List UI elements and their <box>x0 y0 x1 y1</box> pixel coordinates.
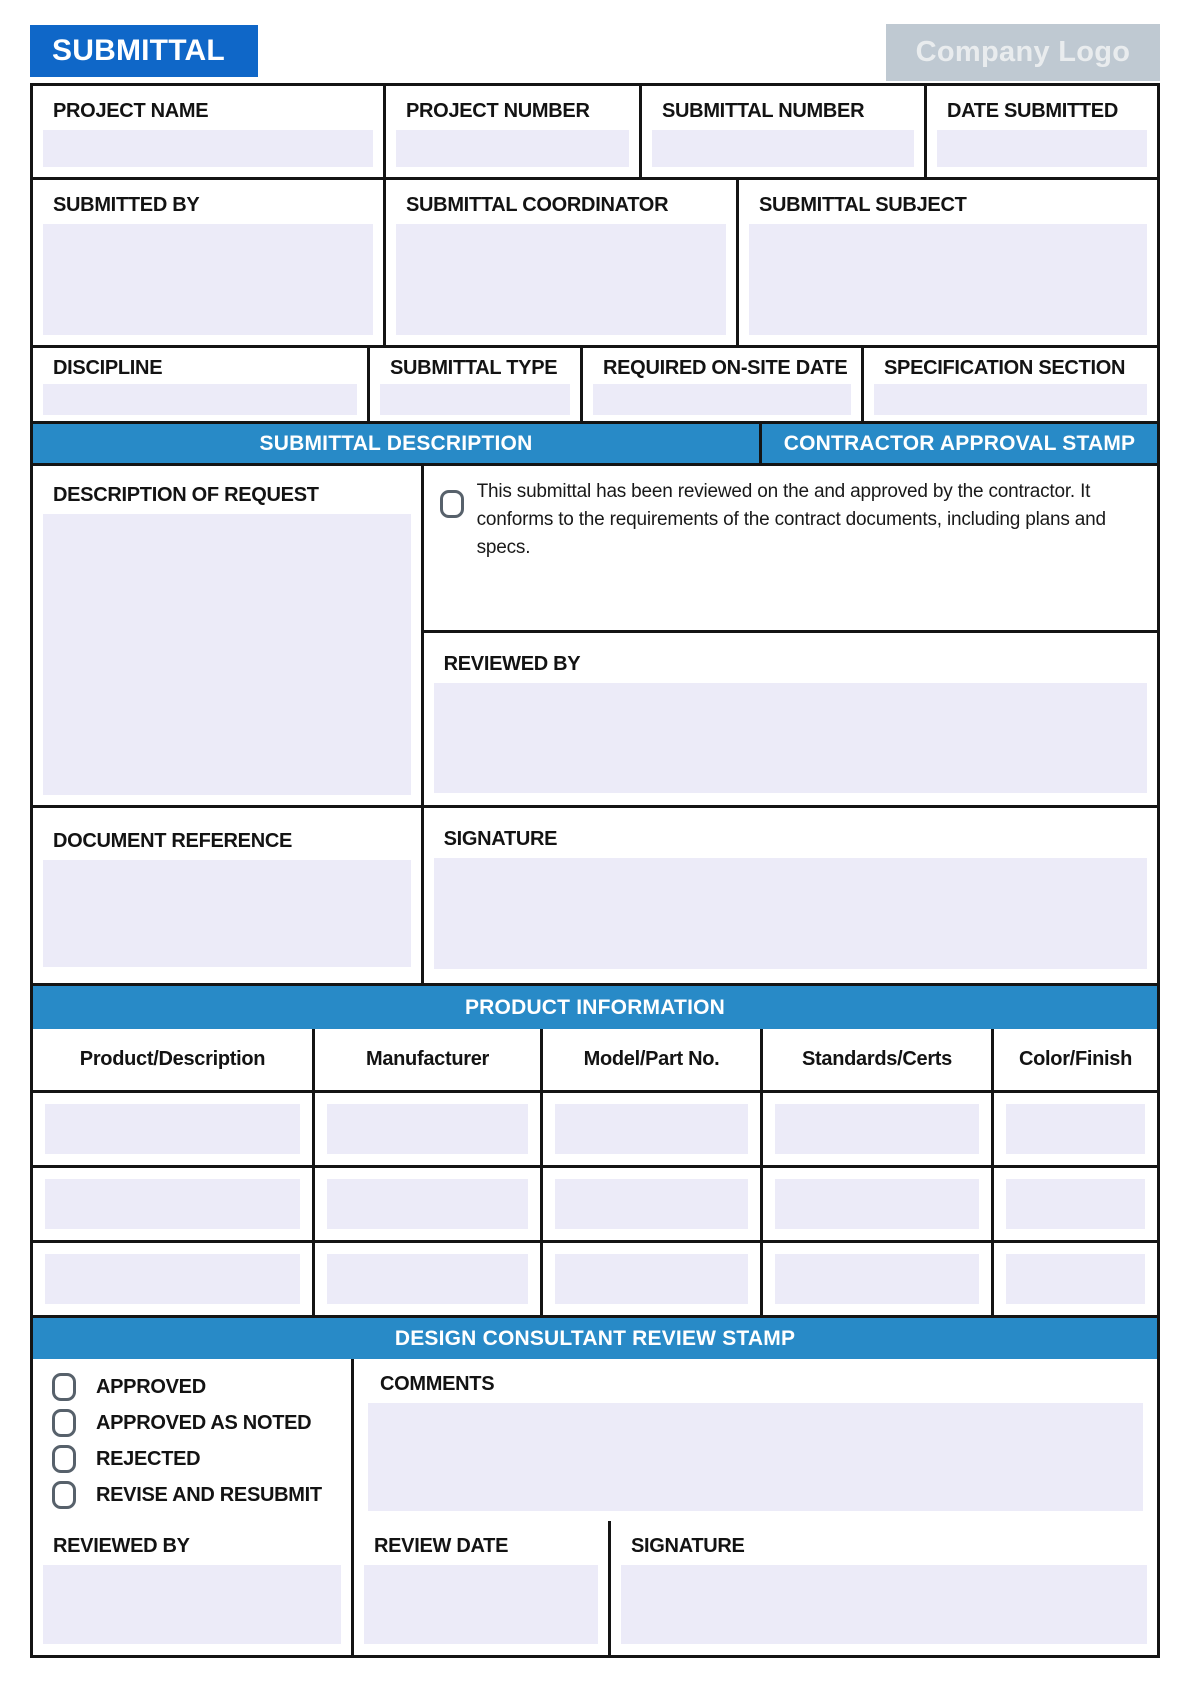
contractor-reviewed-by-cell <box>424 633 1157 808</box>
footer-signature-cell <box>611 1521 1157 1655</box>
option-revise-and-resubmit[interactable] <box>52 1481 351 1509</box>
project-name-cell <box>33 86 386 177</box>
submitted-by-cell <box>33 180 386 345</box>
form-row-3 <box>33 348 1157 424</box>
document-reference-cell <box>33 808 421 983</box>
standards-certs-input[interactable] <box>775 1104 979 1154</box>
color-finish-input[interactable] <box>1006 1104 1145 1154</box>
submitted-by-label: SUBMITTED BY <box>53 194 200 216</box>
product-description-input[interactable] <box>45 1254 300 1304</box>
discipline-label: DISCIPLINE <box>53 357 163 379</box>
contractor-signature-label: SIGNATURE <box>443 828 558 850</box>
option-approved[interactable] <box>52 1373 351 1401</box>
product-description-input[interactable] <box>45 1104 300 1154</box>
product-table-row <box>33 1093 1157 1168</box>
approval-statement-cell <box>424 466 1157 633</box>
submittal-description-bar: SUBMITTAL DESCRIPTION <box>33 424 762 463</box>
approved-as-noted-label: APPROVED AS NOTED <box>96 1411 312 1434</box>
option-rejected[interactable] <box>52 1445 351 1473</box>
product-information-bar: PRODUCT INFORMATION <box>33 983 1157 1029</box>
review-date-input[interactable] <box>364 1565 598 1644</box>
contractor-signature-input[interactable] <box>434 858 1147 969</box>
comments-label: COMMENTS <box>380 1373 495 1395</box>
manufacturer-input[interactable] <box>327 1254 528 1304</box>
footer-reviewed-by-label: REVIEWED BY <box>53 1535 190 1557</box>
form-row-2 <box>33 180 1157 348</box>
product-description-input[interactable] <box>45 1179 300 1229</box>
project-number-input[interactable] <box>396 130 629 167</box>
form-title: SUBMITTAL <box>30 25 258 77</box>
standards-certs-input[interactable] <box>775 1254 979 1304</box>
submittal-coordinator-input[interactable] <box>396 224 726 335</box>
model-part-no-input[interactable] <box>555 1254 748 1304</box>
date-submitted-label: DATE SUBMITTED <box>947 100 1118 122</box>
contractor-reviewed-by-input[interactable] <box>434 683 1147 793</box>
submittal-number-label: SUBMITTAL NUMBER <box>662 100 865 122</box>
approval-statement-text: This submittal has been reviewed on the and approved by the contractor. It conforms to the requirements of the contract documents, including plans and specs. <box>476 481 1106 558</box>
submittal-subject-label: SUBMITTAL SUBJECT <box>759 194 967 216</box>
review-date-label: REVIEW DATE <box>374 1535 509 1557</box>
manufacturer-input[interactable] <box>327 1104 528 1154</box>
design-consultant-review-bar: DESIGN CONSULTANT REVIEW STAMP <box>33 1318 1157 1359</box>
specification-section-label: SPECIFICATION SECTION <box>884 357 1126 379</box>
footer-signature-label: SIGNATURE <box>631 1535 745 1557</box>
contractor-approval-stamp-bar: CONTRACTOR APPROVAL STAMP <box>762 424 1157 463</box>
approved-as-noted-checkbox[interactable] <box>52 1409 76 1437</box>
revise-and-resubmit-checkbox[interactable] <box>52 1481 76 1509</box>
submittal-subject-input[interactable] <box>749 224 1147 335</box>
approval-stamp-column <box>424 466 1157 983</box>
required-onsite-date-input[interactable] <box>593 384 851 415</box>
required-onsite-date-label: REQUIRED ON-SITE DATE <box>603 357 848 379</box>
col-manufacturer: Manufacturer <box>365 1048 490 1070</box>
project-name-input[interactable] <box>43 130 373 167</box>
description-of-request-label: DESCRIPTION OF REQUEST <box>53 484 319 506</box>
approval-checkbox[interactable] <box>440 490 464 518</box>
document-reference-input[interactable] <box>43 860 411 967</box>
color-finish-input[interactable] <box>1006 1254 1145 1304</box>
description-of-request-input[interactable] <box>43 514 411 795</box>
project-number-label: PROJECT NUMBER <box>406 100 590 122</box>
product-table-row <box>33 1168 1157 1243</box>
description-column <box>33 466 424 983</box>
col-color-finish: Color/Finish <box>1018 1048 1133 1070</box>
specification-section-input[interactable] <box>874 384 1147 415</box>
reviewer-cell <box>33 1521 354 1655</box>
revise-and-resubmit-label: REVISE AND RESUBMIT <box>96 1483 322 1506</box>
required-onsite-date-cell <box>583 348 864 421</box>
date-submitted-input[interactable] <box>937 130 1147 167</box>
specification-section-cell <box>864 348 1157 421</box>
model-part-no-input[interactable] <box>555 1179 748 1229</box>
col-product-description: Product/Description <box>79 1048 266 1070</box>
document-reference-label: DOCUMENT REFERENCE <box>53 830 293 852</box>
submittal-form <box>30 83 1160 1658</box>
discipline-cell <box>33 348 370 421</box>
col-model-part-no: Model/Part No. <box>583 1048 720 1070</box>
submittal-number-input[interactable] <box>652 130 914 167</box>
product-table-header <box>33 1029 1157 1093</box>
submittal-type-label: SUBMITTAL TYPE <box>390 357 558 379</box>
company-logo-placeholder: Company Logo <box>886 24 1160 81</box>
submitted-by-input[interactable] <box>43 224 373 335</box>
discipline-input[interactable] <box>43 384 357 415</box>
date-submitted-cell <box>927 86 1157 177</box>
submittal-coordinator-cell <box>386 180 739 345</box>
project-name-label: PROJECT NAME <box>53 100 209 122</box>
submittal-type-cell <box>370 348 583 421</box>
review-options-column <box>33 1359 354 1521</box>
description-of-request-cell <box>33 466 421 808</box>
standards-certs-input[interactable] <box>775 1179 979 1229</box>
contractor-reviewed-by-label: REVIEWED BY <box>443 653 581 675</box>
rejected-checkbox[interactable] <box>52 1445 76 1473</box>
comments-cell <box>354 1359 1157 1521</box>
footer-signature-input[interactable] <box>621 1565 1147 1644</box>
description-approval-block <box>33 466 1157 983</box>
footer-reviewed-by-input[interactable] <box>43 1565 341 1644</box>
model-part-no-input[interactable] <box>555 1104 748 1154</box>
rejected-label: REJECTED <box>96 1447 201 1470</box>
submittal-number-cell <box>642 86 927 177</box>
comments-input[interactable] <box>368 1403 1143 1511</box>
option-approved-as-noted[interactable] <box>52 1409 351 1437</box>
contractor-signature-cell <box>424 808 1157 983</box>
product-table-row <box>33 1243 1157 1318</box>
approved-checkbox[interactable] <box>52 1373 76 1401</box>
color-finish-input[interactable] <box>1006 1179 1145 1229</box>
project-number-cell <box>386 86 642 177</box>
manufacturer-input[interactable] <box>327 1179 528 1229</box>
col-standards-certs: Standards/Certs <box>802 1048 952 1070</box>
section-bar-row <box>33 424 1157 466</box>
approved-label: APPROVED <box>96 1375 206 1398</box>
review-date-cell <box>354 1521 611 1655</box>
form-row-1 <box>33 86 1157 180</box>
footer-row <box>33 1521 1157 1655</box>
submittal-coordinator-label: SUBMITTAL COORDINATOR <box>406 194 669 216</box>
submittal-type-input[interactable] <box>380 384 570 415</box>
design-review-body <box>33 1359 1157 1521</box>
submittal-subject-cell <box>739 180 1157 345</box>
